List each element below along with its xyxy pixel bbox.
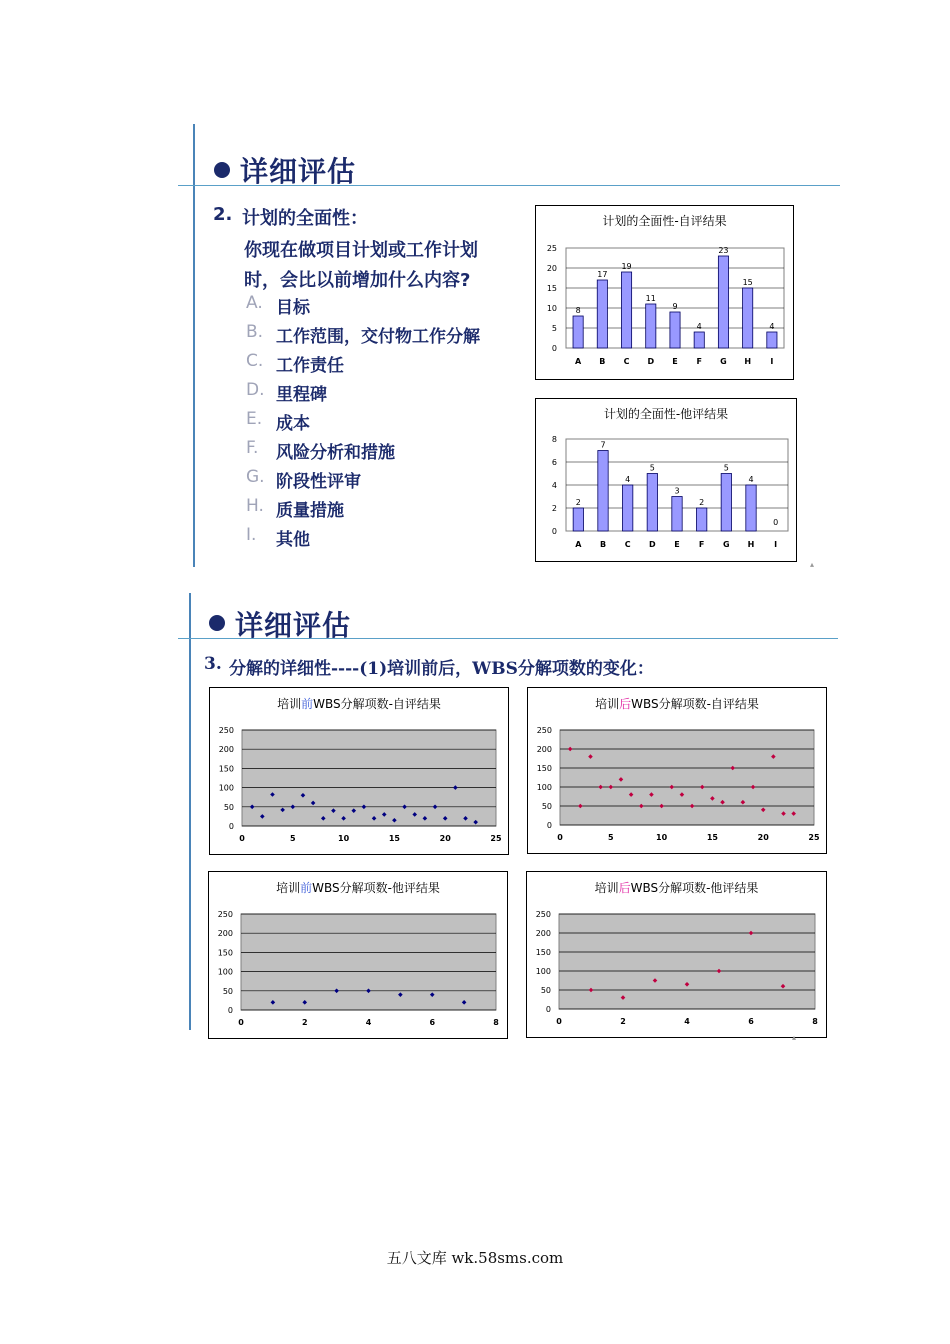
y-tick-label: 2 (551, 504, 557, 513)
data-label: 19 (621, 262, 632, 271)
section1-heading: 详细评估 (240, 155, 357, 188)
x-tick-label: E (672, 357, 678, 366)
x-tick-label: H (747, 540, 755, 549)
y-tick-label: 8 (551, 435, 557, 444)
x-tick-label: I (774, 540, 778, 549)
scatter-before-other-plot (209, 872, 507, 1038)
y-tick-label: 200 (535, 929, 551, 938)
y-tick-label: 6 (551, 458, 557, 467)
title-suffix: WBS分解项数-他评结果 (312, 881, 440, 895)
y-tick-label: 250 (218, 726, 234, 735)
y-tick-label: 10 (546, 304, 557, 313)
bar (694, 332, 704, 348)
option-text: 其他 (276, 530, 310, 550)
bar-chart-other-plot (536, 399, 796, 561)
y-tick-label: 50 (541, 802, 552, 811)
x-tick-label: 15 (706, 833, 718, 842)
bar (718, 256, 728, 348)
data-label: 4 (625, 475, 631, 484)
bar-chart-self-plot (536, 206, 793, 379)
data-label: 4 (769, 322, 775, 331)
x-tick-label: I (770, 357, 774, 366)
y-tick-label: 150 (217, 948, 233, 958)
option-text: 工作范围，交付物工作分解 (276, 327, 480, 347)
option-text: 风险分析和措施 (276, 443, 395, 463)
x-tick-label: 15 (388, 834, 400, 843)
data-label: 9 (672, 302, 678, 311)
option-letter: D. (246, 380, 265, 400)
bar (622, 485, 632, 531)
subheading-number: 3. (204, 654, 222, 674)
bar-chart-self-title: 计划的全面性-自评结果 (602, 214, 727, 228)
bar (746, 485, 756, 531)
x-tick-label: B (599, 540, 607, 549)
section2-bullet-icon (209, 615, 225, 631)
x-tick-label: H (744, 357, 752, 366)
y-tick-label: 100 (535, 967, 551, 976)
x-tick-label: 0 (238, 1018, 244, 1027)
x-tick-label: G (720, 357, 727, 366)
corner-mark: ▴ (810, 560, 815, 569)
option-text: 阶段性评审 (276, 472, 361, 492)
x-tick-label: 4 (684, 1017, 690, 1026)
option-letter: B. (246, 322, 264, 342)
scatter-after-self (527, 687, 827, 854)
scatter-after-self-plot (528, 688, 826, 853)
x-tick-label: 6 (429, 1018, 436, 1027)
plot-area (242, 730, 496, 826)
y-tick-label: 150 (536, 764, 552, 773)
y-tick-label: 0 (228, 822, 234, 831)
data-label: 8 (575, 306, 581, 315)
x-tick-label: 20 (757, 833, 769, 842)
question-number: 2. (213, 204, 233, 225)
question-line-2: 时，会比以前增加什么内容? (244, 270, 471, 291)
y-tick-label: 200 (217, 929, 233, 939)
y-tick-label: 4 (551, 481, 557, 490)
data-label: 5 (649, 463, 655, 473)
bar (696, 508, 706, 531)
title-suffix: WBS分解项数-自评结果 (313, 697, 441, 711)
data-label: 2 (699, 498, 705, 507)
bar (573, 508, 583, 531)
y-tick-label: 5 (551, 324, 557, 333)
option-letter: E. (246, 409, 263, 429)
data-label: 23 (718, 246, 729, 255)
data-label: 0 (773, 518, 779, 527)
bar (598, 451, 608, 532)
x-tick-label: 20 (439, 834, 451, 843)
bar (646, 304, 656, 348)
option-text: 工作责任 (276, 356, 344, 376)
y-tick-label: 50 (540, 986, 551, 995)
section1-left-rule (193, 124, 195, 567)
x-tick-label: 8 (812, 1017, 818, 1026)
x-tick-label: 0 (239, 834, 245, 843)
bar (597, 280, 607, 348)
y-tick-label: 0 (551, 344, 557, 353)
plot-area (560, 730, 814, 825)
bar (721, 474, 731, 532)
option-letter: G. (246, 467, 265, 487)
x-tick-label: 5 (290, 834, 296, 843)
data-label: 11 (645, 294, 656, 303)
x-tick-label: 6 (748, 1017, 754, 1026)
bar (670, 312, 680, 348)
option-letter: C. (246, 351, 264, 371)
title-suffix: WBS分解项数-自评结果 (631, 697, 759, 711)
x-tick-label: D (647, 357, 655, 366)
bar (743, 288, 753, 348)
x-tick-label: A (575, 357, 582, 366)
x-tick-label: 0 (556, 1017, 562, 1026)
title-highlight: 前 (300, 881, 313, 895)
question-line-1: 你现在做项目计划或工作计划 (244, 240, 478, 261)
corner-mark-2: ▴ (792, 1033, 797, 1042)
x-tick-label: 25 (490, 834, 502, 843)
y-tick-label: 150 (535, 948, 551, 957)
option-text: 质量措施 (276, 501, 344, 521)
x-tick-label: 10 (656, 833, 668, 842)
plot-area (559, 914, 815, 1009)
x-tick-label: C (624, 540, 631, 549)
x-tick-label: C (623, 357, 630, 366)
bar (767, 332, 777, 348)
bar (573, 316, 583, 348)
plot-area (241, 914, 496, 1010)
option-letter: I. (246, 525, 257, 545)
x-tick-label: 25 (808, 833, 820, 842)
option-letter: H. (246, 496, 264, 516)
data-label: 17 (597, 270, 608, 279)
title-prefix: 培训 (276, 881, 301, 895)
x-tick-label: 2 (620, 1017, 626, 1026)
y-tick-label: 0 (551, 527, 557, 536)
y-tick-label: 200 (218, 745, 234, 755)
y-tick-label: 0 (227, 1006, 233, 1015)
x-tick-label: F (698, 540, 705, 549)
x-tick-label: A (575, 540, 582, 549)
data-label: 5 (723, 463, 729, 473)
data-label: 2 (575, 498, 581, 507)
scatter-after-other-plot (527, 872, 826, 1037)
title-prefix: 培训 (277, 697, 302, 711)
y-tick-label: 0 (545, 1005, 551, 1014)
footer-text: 五八文库 wk.58sms.com (386, 1249, 564, 1267)
y-tick-label: 200 (536, 745, 552, 754)
y-tick-label: 250 (217, 910, 233, 919)
question-title: 计划的全面性： (242, 208, 368, 229)
x-tick-label: 10 (338, 834, 350, 843)
option-text: 成本 (276, 414, 310, 434)
data-label: 3 (674, 486, 680, 496)
bar-chart-self (535, 205, 794, 380)
y-tick-label: 250 (536, 726, 552, 735)
y-tick-label: 0 (546, 821, 552, 830)
x-tick-label: B (599, 357, 606, 366)
bar (672, 497, 682, 532)
option-text: 目标 (276, 298, 310, 318)
scatter-before-other (208, 871, 508, 1039)
data-label: 15 (742, 278, 753, 287)
x-tick-label: 4 (365, 1018, 372, 1027)
title-highlight: 后 (618, 881, 631, 895)
option-text: 里程碑 (276, 385, 327, 405)
y-tick-label: 25 (546, 244, 557, 253)
bar-chart-other (535, 398, 797, 562)
scatter-after-other (526, 871, 827, 1038)
title-highlight: 后 (619, 697, 632, 711)
scatter-before-self-plot (210, 688, 508, 854)
bar-chart-other-title: 计划的全面性-他评结果 (603, 407, 729, 421)
title-prefix: 培训 (594, 881, 619, 895)
title-highlight: 前 (301, 697, 314, 711)
option-letter: A. (246, 293, 263, 313)
section2-left-rule (189, 593, 191, 1030)
y-tick-label: 100 (536, 783, 552, 792)
section2-heading: 详细评估 (235, 609, 352, 642)
title-suffix: WBS分解项数-他评结果 (630, 881, 759, 895)
x-tick-label: 5 (608, 833, 614, 842)
section1-bullet-icon (214, 162, 230, 178)
y-tick-label: 20 (546, 264, 557, 273)
x-tick-label: 8 (493, 1018, 499, 1027)
y-tick-label: 100 (217, 967, 233, 977)
y-tick-label: 150 (218, 764, 234, 774)
bar (647, 474, 657, 532)
title-prefix: 培训 (595, 697, 620, 711)
y-tick-label: 250 (535, 910, 551, 919)
y-tick-label: 15 (546, 284, 557, 293)
data-label: 4 (748, 475, 754, 484)
x-tick-label: G (723, 540, 730, 549)
y-tick-label: 100 (218, 783, 234, 793)
y-tick-label: 50 (223, 802, 234, 812)
x-tick-label: 0 (557, 833, 563, 842)
x-tick-label: 2 (301, 1018, 308, 1027)
x-tick-label: E (674, 540, 680, 549)
bar (621, 272, 631, 348)
y-tick-label: 50 (222, 986, 233, 996)
option-letter: F. (246, 438, 259, 458)
x-tick-label: D (649, 540, 656, 549)
x-tick-label: F (696, 357, 702, 366)
data-label: 4 (696, 322, 702, 331)
data-label: 7 (600, 440, 606, 450)
subheading: 分解的详细性----(1)培训前后，WBS分解项数的变化： (229, 659, 654, 679)
scatter-before-self (209, 687, 509, 855)
